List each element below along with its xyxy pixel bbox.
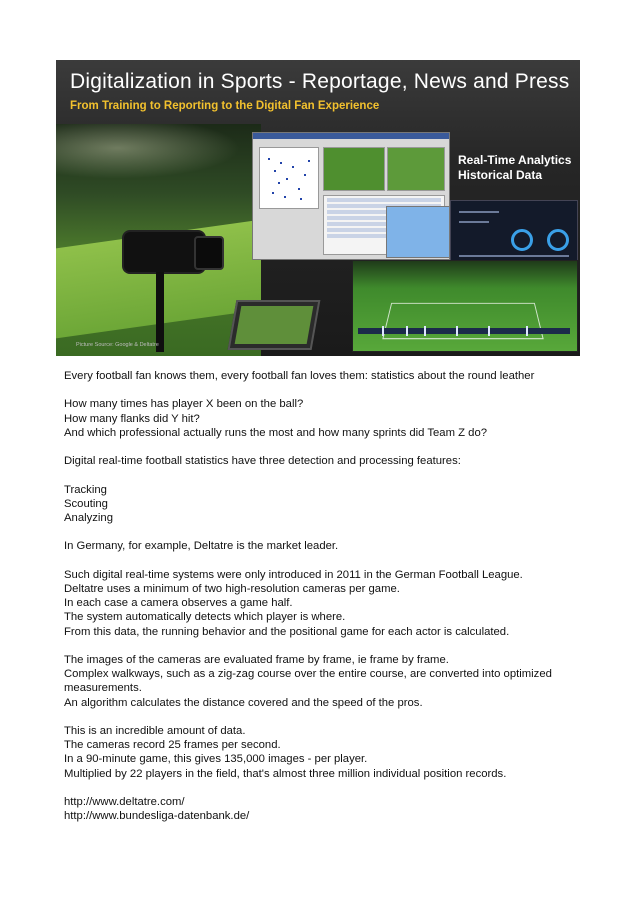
banner-subtitle: From Training to Reporting to the Digital Fan Experience <box>70 100 380 112</box>
banner-side-caption <box>458 153 571 183</box>
gauge-ring-1 <box>511 229 533 251</box>
text-line: From this data, the running behavior and the positional game for each actor is calculated. <box>64 625 510 638</box>
text-line: The images of the cameras are evaluated frame by frame, ie frame by frame. <box>64 653 449 666</box>
text-line: Digital real-time football statistics have three detection and processing features: <box>64 455 461 468</box>
data-amount-paragraph <box>64 724 584 781</box>
scatter-plot-panel <box>259 147 319 209</box>
text-line: How many times has player X been on the ball? <box>64 398 304 411</box>
pitch-visualization <box>352 260 578 352</box>
text-line: An algorithm calculates the distance covered and the speed of the pros. <box>64 696 423 709</box>
text-line: How many flanks did Y hit? <box>64 412 200 425</box>
links-paragraph <box>64 795 584 823</box>
broadcast-camera <box>124 232 204 272</box>
text-line: And which professional actually runs the most and how many sprints did Team Z do? <box>64 426 488 439</box>
features-intro-paragraph <box>64 454 584 468</box>
article-body <box>64 369 584 838</box>
picture-source-credit: Picture Source: Google & Deltatre <box>76 342 159 348</box>
questions-paragraph <box>64 397 584 440</box>
video-frame-panel <box>323 147 385 191</box>
camera-stand <box>156 272 164 352</box>
banner-title: Digitalization in Sports - Reportage, News and Press <box>70 70 570 93</box>
stadium-photo <box>56 124 261 356</box>
text-line: The cameras record 25 frames per second. <box>64 739 281 752</box>
source-link[interactable]: http://www.deltatre.com/ <box>64 795 185 808</box>
camera-lens <box>194 236 224 270</box>
text-line: Complex walkways, such as a zig-zag course over the entire course, are converted into optimized measurements. <box>64 668 552 695</box>
frames-paragraph <box>64 653 584 710</box>
intro-paragraph <box>64 369 584 383</box>
features-list <box>64 483 584 526</box>
text-line: Every football fan knows them, every football fan loves them: statistics about the round leather <box>64 370 535 382</box>
video-frame-panel-2 <box>387 147 445 191</box>
feature-item: Tracking <box>64 483 107 496</box>
text-line: In a 90-minute game, this gives 135,000 images - per player. <box>64 753 368 766</box>
feature-item: Analyzing <box>64 511 113 524</box>
text-line: Multiplied by 22 players in the field, that's almost three million individual position records. <box>64 767 507 780</box>
window-titlebar <box>253 133 449 139</box>
source-link[interactable]: http://www.bundesliga-datenbank.de/ <box>64 810 250 823</box>
text-line: This is an incredible amount of data. <box>64 724 246 737</box>
side-caption-line: Historical Data <box>458 168 543 182</box>
text-line: In each case a camera observes a game half. <box>64 597 293 610</box>
header-banner-image <box>56 60 580 356</box>
feature-item: Scouting <box>64 497 108 510</box>
data-list-window <box>386 206 450 258</box>
systems-paragraph <box>64 568 584 639</box>
market-leader-paragraph <box>64 539 584 553</box>
match-timeline <box>358 328 570 334</box>
floodlights-glow <box>56 124 261 184</box>
side-caption-line: Real-Time Analytics <box>458 153 572 167</box>
text-line: Such digital real-time systems were only introduced in 2011 in the German Football League. <box>64 568 523 581</box>
gauge-ring-2 <box>547 229 569 251</box>
laptop-photo <box>228 300 321 350</box>
text-line: Deltatre uses a minimum of two high-resolution cameras per game. <box>64 582 400 595</box>
text-line: In Germany, for example, Deltatre is the market leader. <box>64 540 339 553</box>
text-line: The system automatically detects which player is where. <box>64 611 346 624</box>
